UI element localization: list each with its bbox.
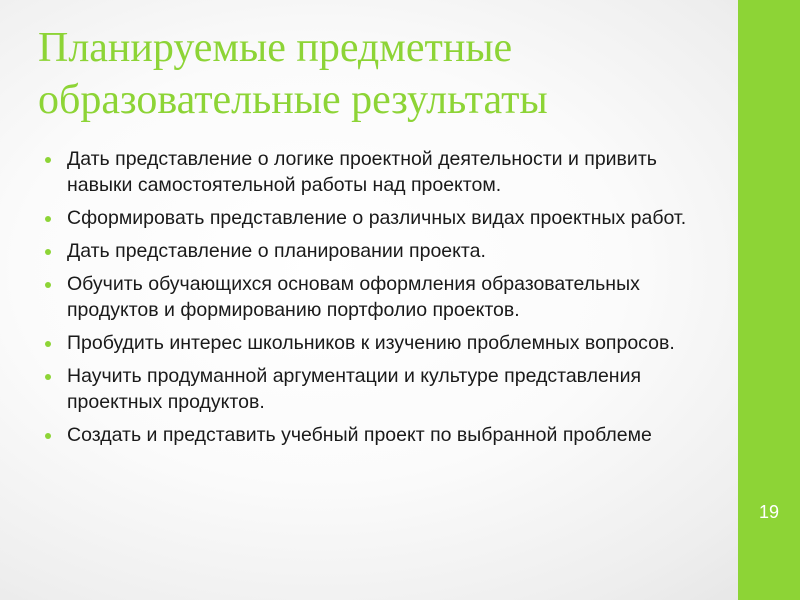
bullet-item bbox=[44, 146, 716, 198]
bullet-dot-icon bbox=[45, 341, 51, 347]
bullet-text: Пробудить интерес школьников к изучению проблемных вопросов. bbox=[67, 332, 675, 354]
bullet-dot-icon bbox=[45, 433, 51, 439]
bullet-text: Дать представление о планировании проекта. bbox=[67, 240, 486, 262]
bullet-dot-icon bbox=[45, 282, 51, 288]
bullet-text: Создать и представить учебный проект по выбранной проблеме bbox=[67, 424, 652, 446]
bullet-item bbox=[44, 205, 716, 231]
bullet-dot-icon bbox=[45, 374, 51, 380]
bullet-text: Обучить обучающихся основам оформления образовательных продуктов и формированию портфолио проектов. bbox=[67, 273, 640, 321]
bullet-item bbox=[44, 271, 716, 323]
bullet-item bbox=[44, 238, 716, 264]
slide-title: Планируемые предметные образовательные результаты bbox=[38, 25, 548, 123]
bullet-dot-icon bbox=[45, 216, 51, 222]
page-number: 19 bbox=[758, 502, 780, 522]
bullet-item bbox=[44, 422, 716, 448]
bullet-dot-icon bbox=[45, 157, 51, 163]
bullet-item bbox=[44, 330, 716, 356]
bullet-dot-icon bbox=[45, 249, 51, 255]
bullet-item bbox=[44, 363, 716, 415]
bullet-text: Научить продуманной аргументации и культуре представления проектных продуктов. bbox=[67, 365, 642, 413]
bullet-text: Дать представление о логике проектной деятельности и привить навыки самостоятельной работы над проектом. bbox=[67, 148, 657, 196]
bullet-list bbox=[44, 146, 716, 455]
bullet-text: Сформировать представление о различных видах проектных работ. bbox=[67, 207, 687, 229]
